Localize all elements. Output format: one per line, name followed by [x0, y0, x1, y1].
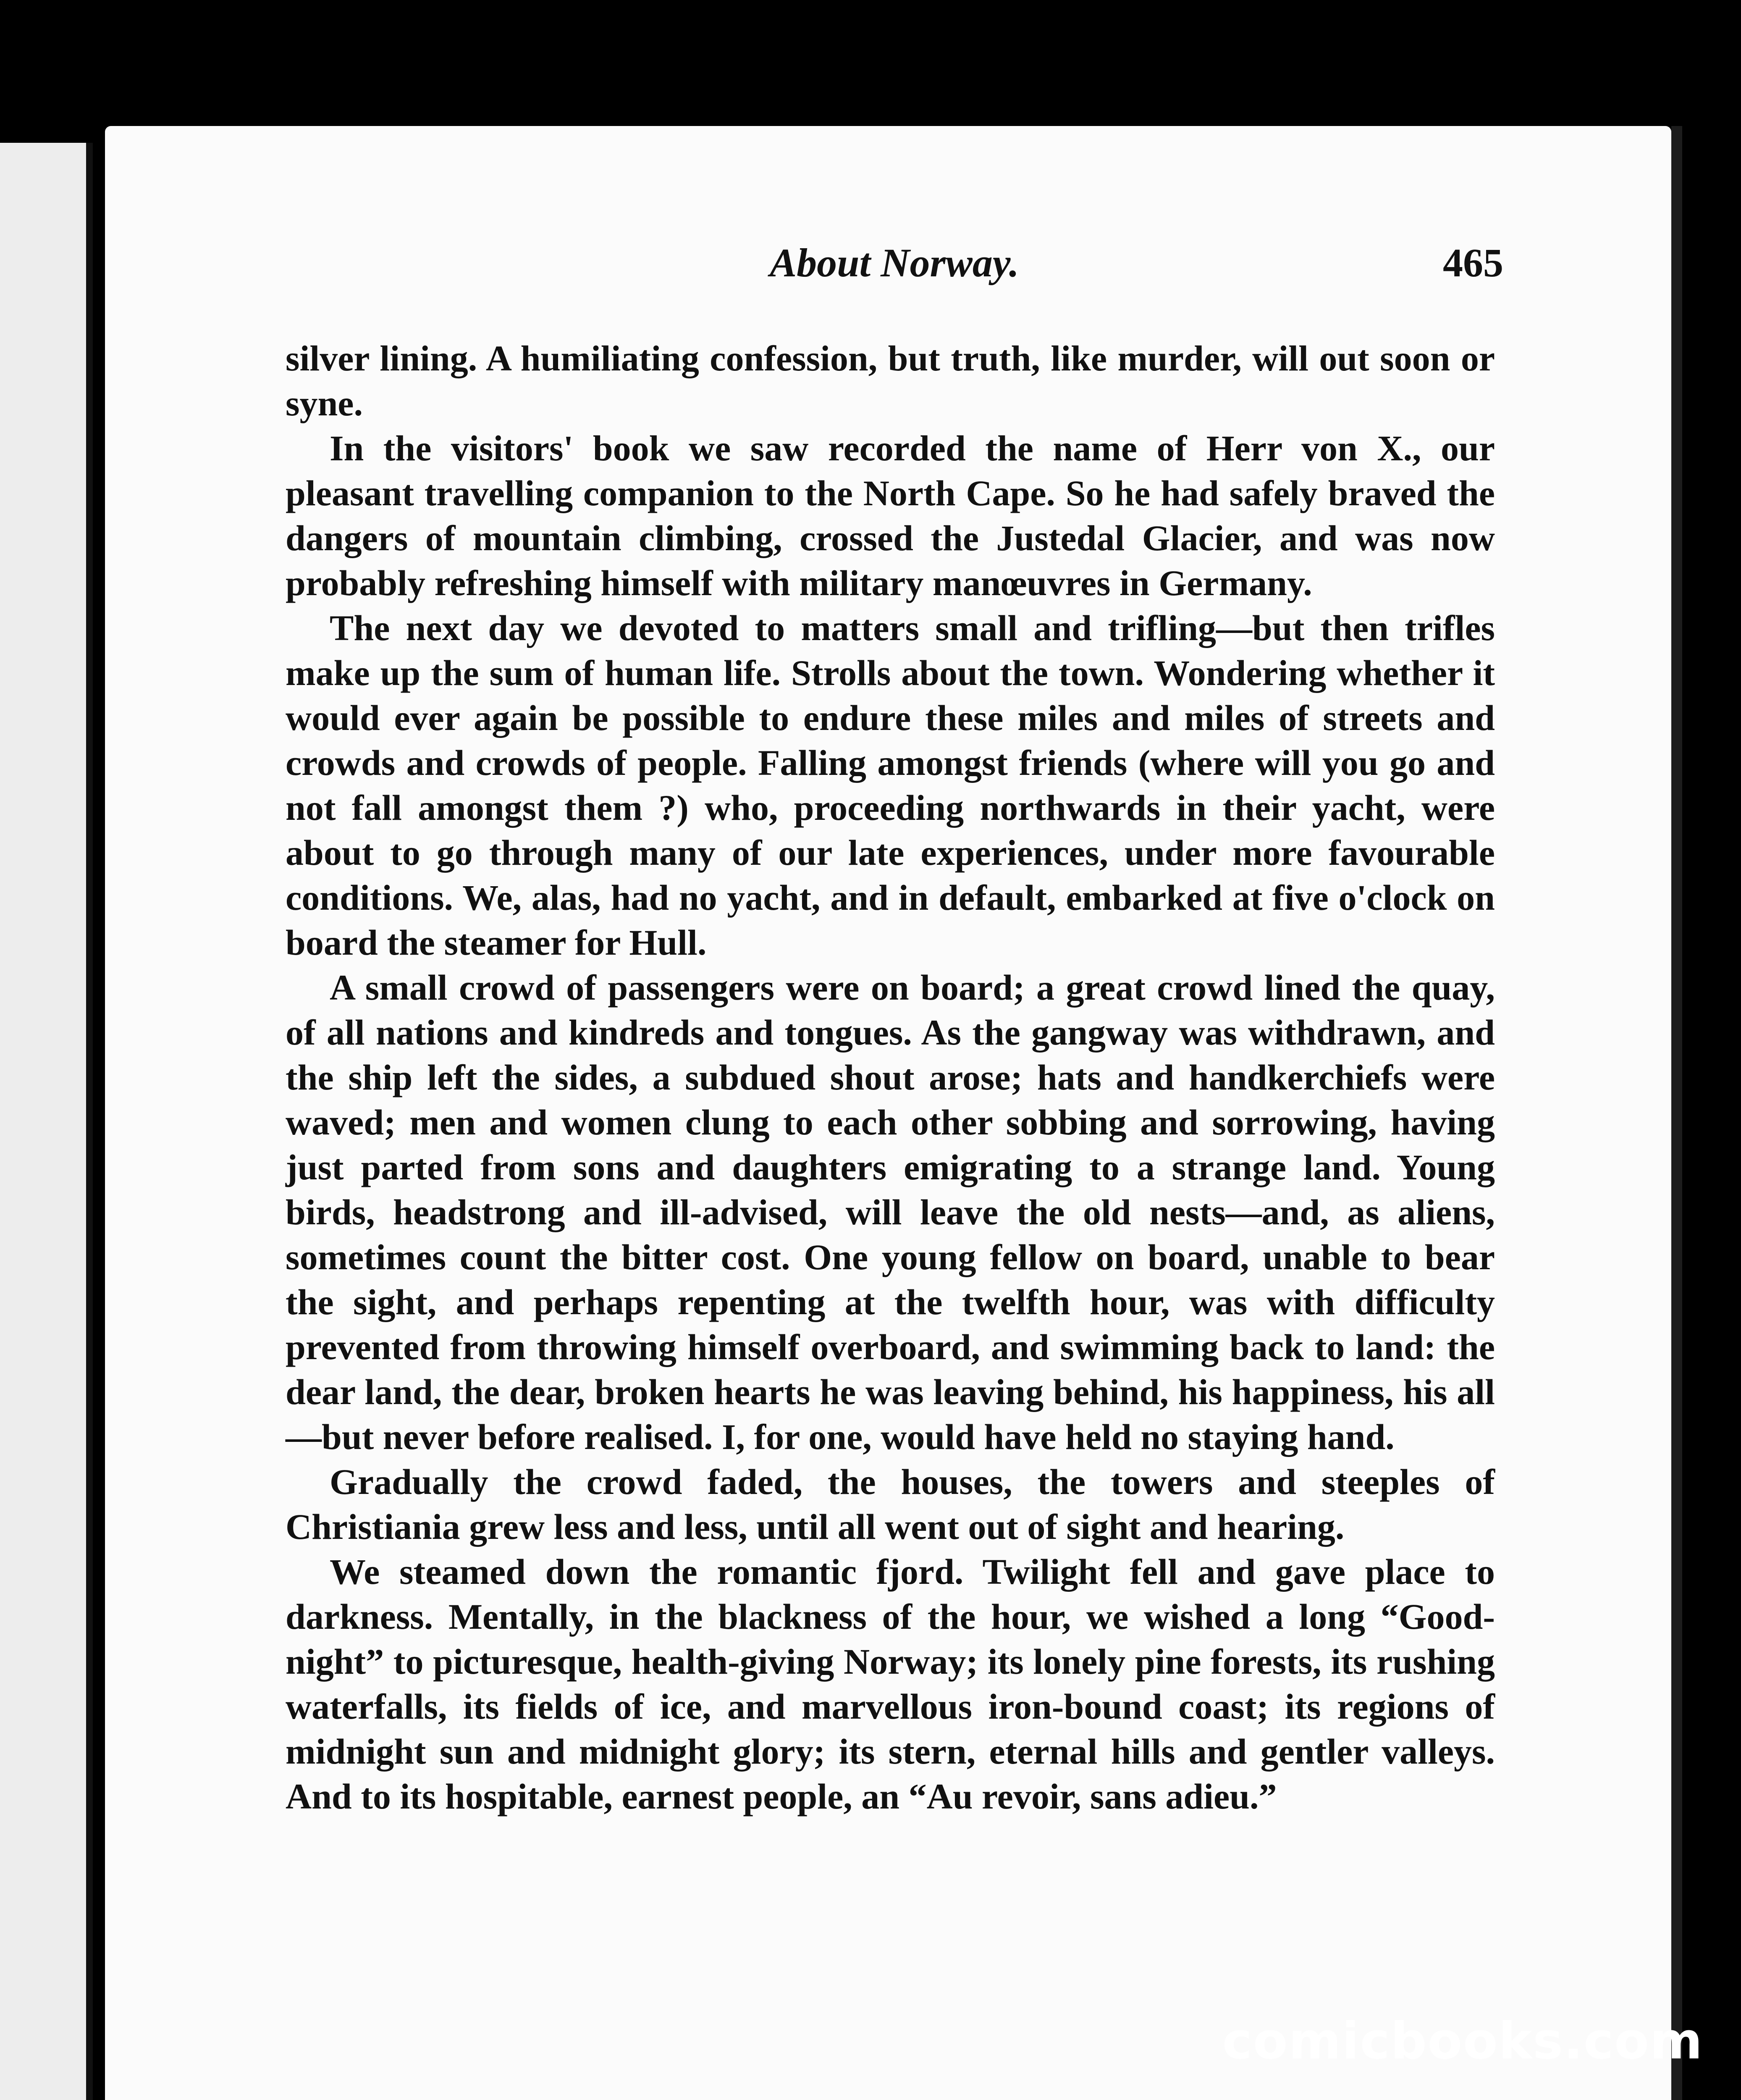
facing-page-edge	[0, 143, 93, 2100]
paragraph-1: silver lining. A humiliating confession, but truth, like murder, will out soon or syne.	[286, 338, 1495, 423]
paragraph-2: In the visitors' book we saw recorded the name of Herr von X., our pleasant travelling companion to the North Cape. So he had safely braved the dangers of mountain climbing, crossed the Justedal Glacier, and was now probably refreshing himself with military manœuvres in Germany.	[286, 428, 1495, 603]
watermark: comicbooks.com	[1222, 2012, 1703, 2071]
running-title: About Norway.	[770, 240, 1019, 285]
paragraph-6: We steamed down the romantic fjord. Twilight fell and gave place to darkness. Mentally, in the blackness of the hour, we wished a long “Good-night” to picturesque, health-giving Norway; its lonely pine forests, its rushing waterfalls, its fields of ice, and marvellous iron-bound coast; its regions of midnight sun and midnight glory; its stern, eternal hills and gentler valleys. And to its hospitable, earnest people, an “Au revoir, sans adieu.”	[286, 1551, 1495, 1816]
running-head	[286, 239, 1503, 302]
page-number: 465	[1443, 240, 1503, 285]
paragraph-4: A small crowd of passengers were on board; a great crowd lined the quay, of all nations and kindreds and tongues. As the gangway was withdrawn, and the ship left the sides, a subdued shout arose; hats and handkerchiefs were waved; men and women clung to each other sobbing and sorrowing, having just parted from sons and daughters emigrating to a strange land. Young birds, headstrong and ill-advised, will leave the old nests—and, as aliens, sometimes count the bitter cost. One young fellow on board, unable to bear the sight, and perhaps repenting at the twelfth hour, was with difficulty prevented from throwing himself overboard, and swimming back to land: the dear land, the dear, broken hearts he was leaving behind, his happiness, his all—but never before realised. I, for one, would have held no staying hand.	[286, 967, 1495, 1457]
page-edge-shadow	[1671, 126, 1682, 2100]
paragraph-3: The next day we devoted to matters small and trifling—but then trifles make up the sum of human life. Strolls about the town. Wondering whether it would ever again be possible to endure these miles and miles of streets and crowds and crowds of people. Falling amongst friends (where will you go and not fall amongst them ?) who, proceeding northwards in their yacht, were about to go through many of our late experiences, under more favourable conditions. We, alas, had no yacht, and in default, embarked at five o'clock on board the steamer for Hull.	[286, 608, 1495, 963]
paragraph-5: Gradually the crowd faded, the houses, the towers and steeples of Christiania grew less and less, until all went out of sight and hearing.	[286, 1462, 1495, 1547]
body-text	[286, 336, 1495, 1819]
